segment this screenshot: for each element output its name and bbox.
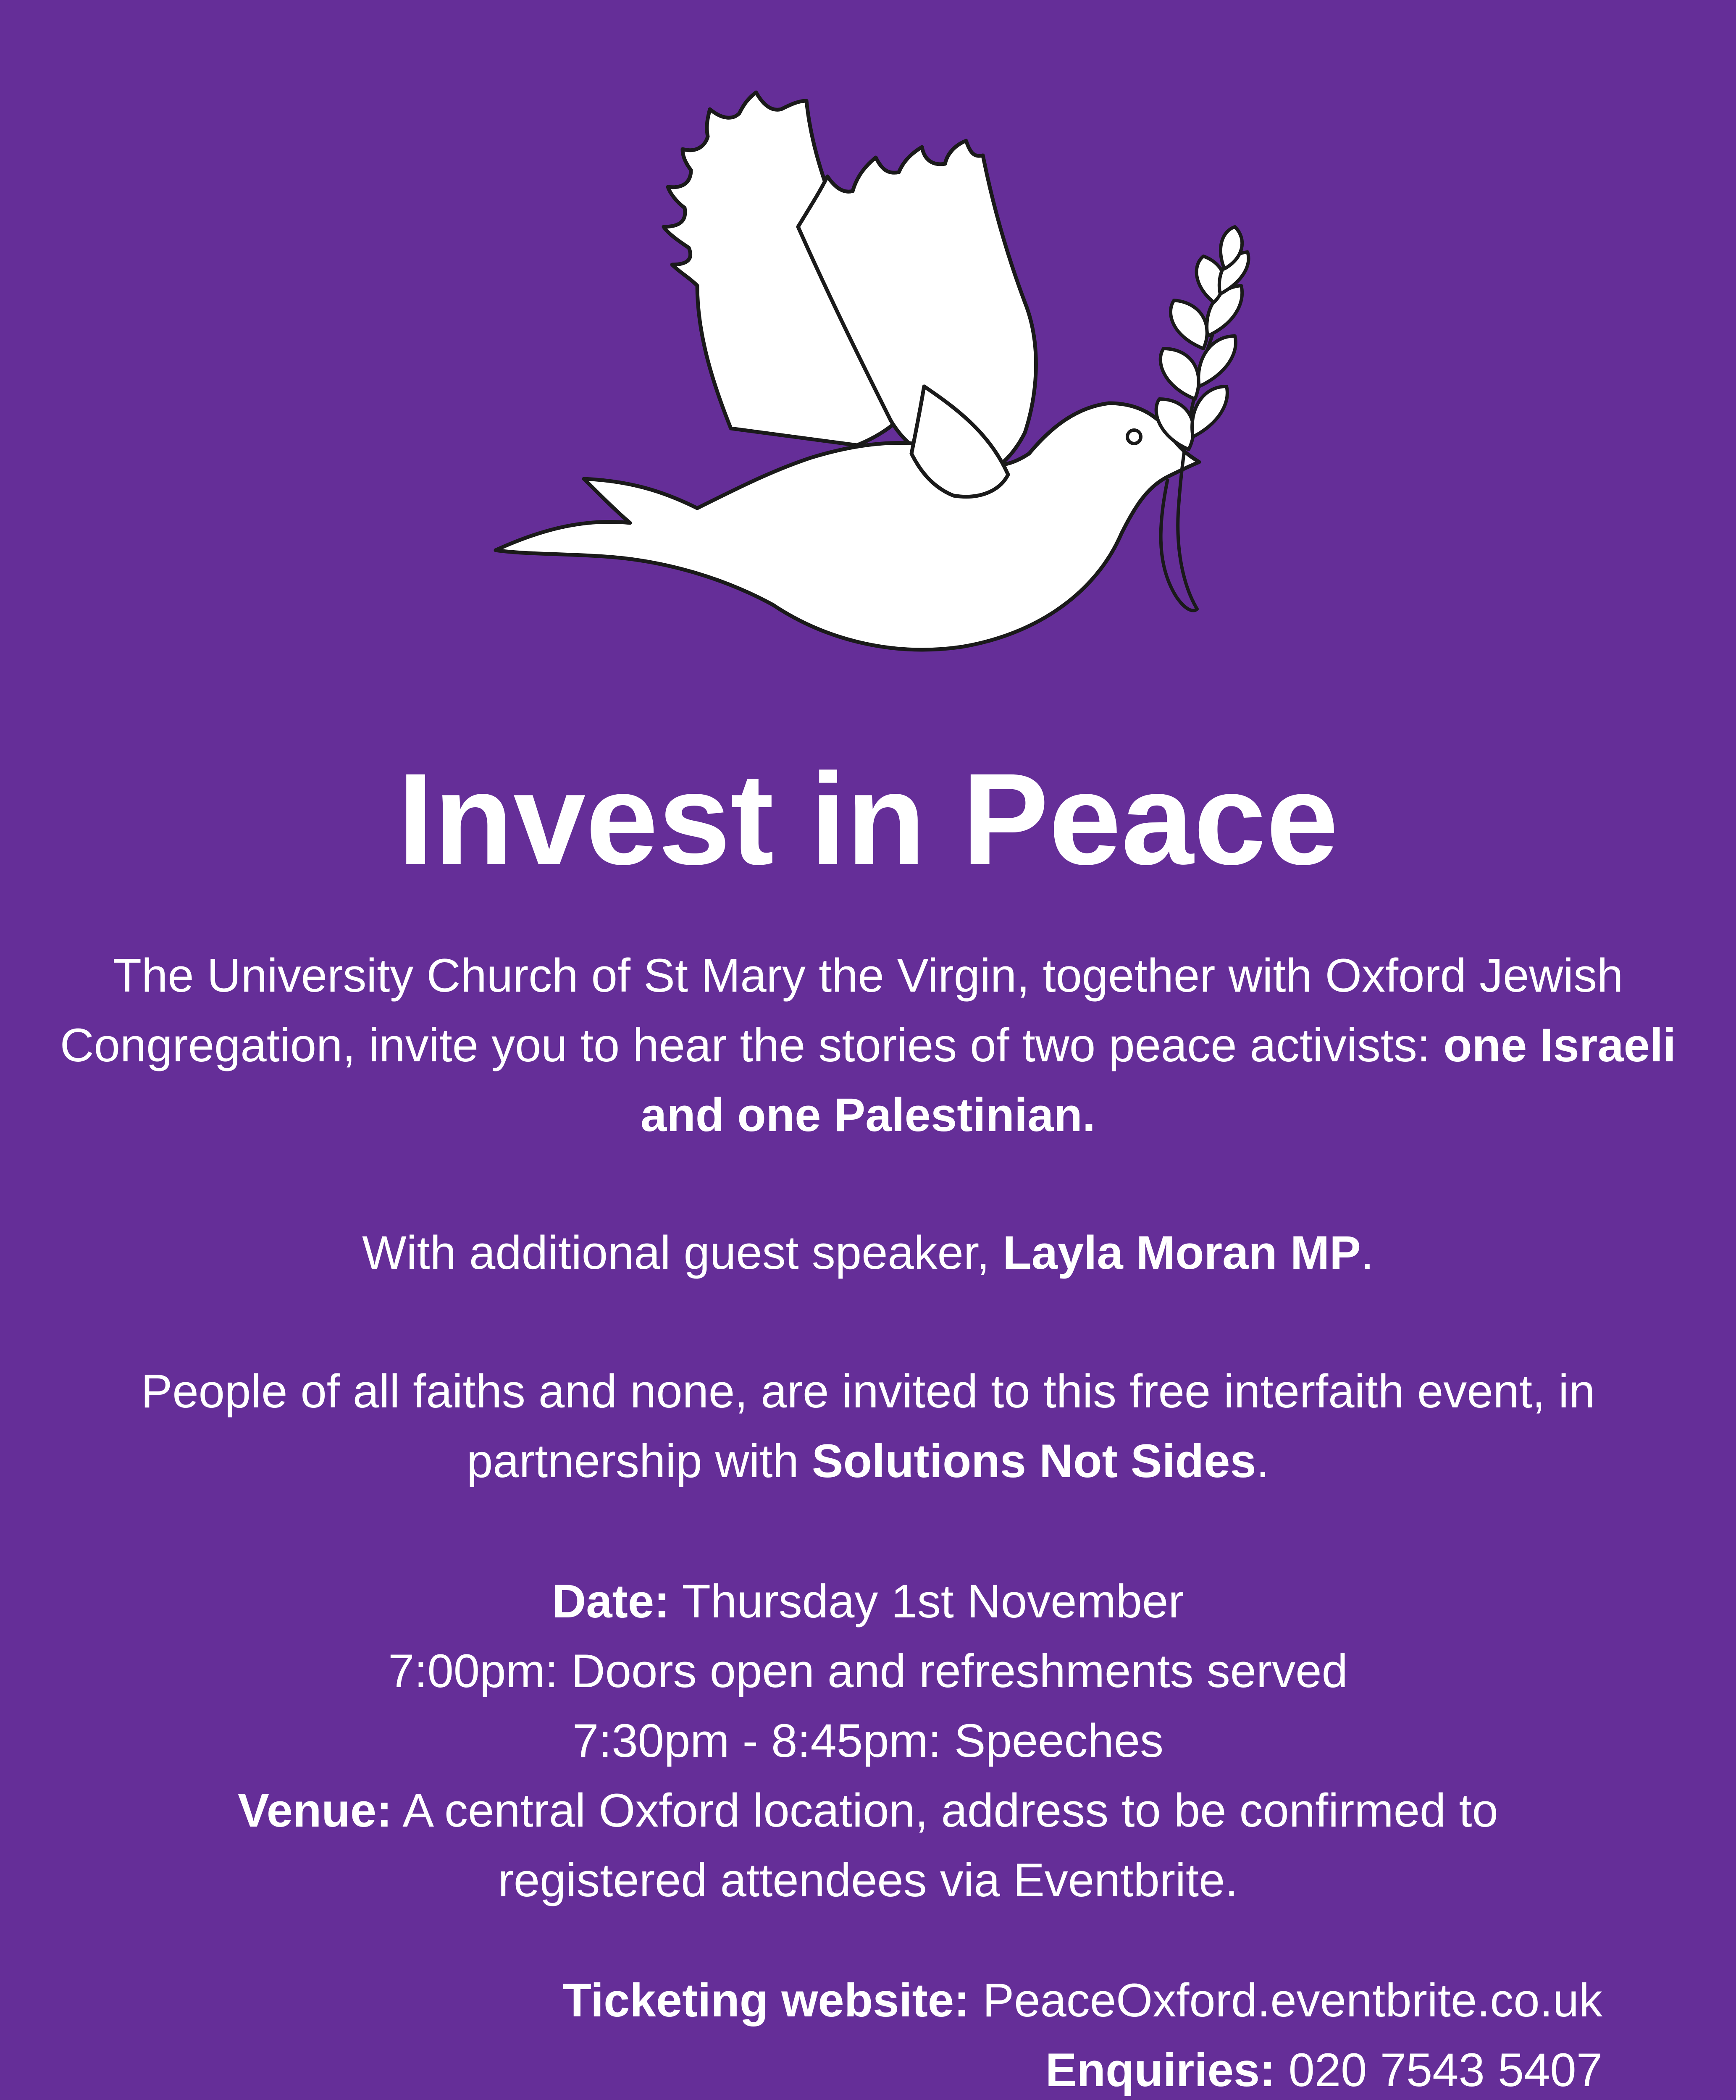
guest-suffix: . bbox=[1360, 1226, 1374, 1279]
date-value: Thursday 1st November bbox=[670, 1575, 1184, 1628]
enquiries-label: Enquiries: bbox=[1045, 2044, 1276, 2096]
invite-paragraph bbox=[50, 1357, 1686, 1496]
enquiries-phone: 020 7543 5407 bbox=[1275, 2044, 1602, 2096]
intro-text: The University Church of St Mary the Virgin, together with Oxford Jewish Congregation, invite you to hear the stories of two peace activists: bbox=[60, 949, 1623, 1071]
intro-paragraph bbox=[50, 941, 1686, 1150]
event-details bbox=[160, 1567, 1576, 1915]
ticketing-website[interactable]: PeaceOxford.eventbrite.co.uk bbox=[969, 1974, 1602, 2026]
doors-line: 7:00pm: Doors open and refreshments served bbox=[388, 1645, 1348, 1697]
event-title: Invest in Peace bbox=[397, 746, 1339, 892]
contact-block bbox=[252, 1966, 1602, 2100]
peace-dove-icon bbox=[479, 67, 1269, 706]
ticketing-label: Ticketing website: bbox=[562, 1974, 970, 2026]
guest-prefix: With additional guest speaker, bbox=[362, 1226, 1003, 1279]
speeches-line: 7:30pm - 8:45pm: Speeches bbox=[572, 1714, 1164, 1767]
guest-speaker-line bbox=[50, 1218, 1686, 1288]
venue-label: Venue: bbox=[238, 1784, 392, 1837]
invite-suffix: . bbox=[1256, 1435, 1269, 1487]
invite-text: People of all faiths and none, are invited to this free interfaith event, in partnership with bbox=[141, 1365, 1595, 1487]
venue-value: A central Oxford location, address to be confirmed to registered attendees via Eventbrite. bbox=[392, 1784, 1498, 1906]
partner-name: Solutions Not Sides bbox=[812, 1435, 1256, 1487]
intro-bold: one Israeli and one Palestinian. bbox=[641, 1019, 1676, 1141]
guest-name: Layla Moran MP bbox=[1003, 1226, 1361, 1279]
date-label: Date: bbox=[552, 1575, 670, 1628]
